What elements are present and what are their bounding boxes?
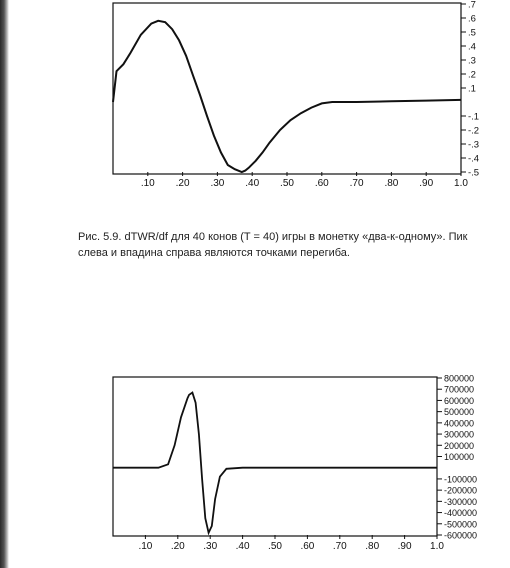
y-tick-label: .2 [468, 69, 476, 81]
y-tick-label: -400000 [444, 508, 478, 519]
x-tick-label: .60 [314, 178, 329, 189]
x-tick-label: .30 [203, 541, 218, 552]
x-tick-label: .10 [138, 541, 153, 552]
y-axis [461, 0, 479, 179]
x-tick-label: .70 [349, 178, 364, 189]
x-tick-label: .90 [397, 541, 412, 552]
series-line [113, 393, 437, 533]
y-tick-label: 200000 [444, 440, 475, 451]
x-tick-label: .40 [235, 541, 250, 552]
y-tick-label: .3 [468, 55, 476, 67]
x-tick-label: 1.0 [430, 541, 444, 552]
x-tick-label: .10 [140, 178, 155, 189]
y-tick-label: .1 [468, 83, 476, 95]
plot-frame [113, 3, 461, 174]
y-tick-label: -600000 [444, 530, 478, 541]
y-tick-label: 400000 [444, 418, 475, 429]
series-line [113, 21, 461, 172]
y-axis [437, 374, 477, 541]
caption-line-1: Рис. 5.9. dTWR/df для 40 конов (T = 40) игры в монетку «два-к-одному». Пик [78, 231, 468, 243]
caption-line-2: слева и впадина справа являются точками перегиба. [78, 247, 350, 259]
x-tick-label: .20 [175, 178, 190, 189]
x-axis [138, 535, 444, 552]
y-tick-label: 500000 [444, 407, 475, 418]
y-tick-label: .7 [468, 0, 476, 11]
y-tick-label: -.2 [468, 125, 480, 137]
x-tick-label: .50 [268, 541, 282, 552]
y-tick-label: .5 [468, 27, 476, 39]
y-tick-label: -.1 [468, 111, 480, 123]
x-tick-label: .30 [210, 178, 225, 189]
y-tick-label: 300000 [444, 429, 475, 440]
y-tick-label: -500000 [444, 519, 478, 530]
x-tick-label: .40 [245, 178, 260, 189]
y-tick-label: 700000 [444, 384, 475, 395]
y-tick-label: -.3 [468, 139, 480, 151]
y-tick-label: 600000 [444, 395, 475, 406]
y-tick-label: -300000 [444, 496, 478, 507]
y-tick-label: -200000 [444, 485, 478, 496]
y-tick-label: -.4 [468, 153, 480, 165]
x-tick-label: .60 [300, 541, 315, 552]
figure-bottom-chart [0, 360, 510, 568]
y-tick-label: -100000 [444, 474, 478, 485]
x-tick-label: .20 [170, 541, 185, 552]
x-tick-label: .80 [384, 178, 399, 189]
x-tick-label: 1.0 [454, 178, 468, 189]
plot-frame [113, 377, 437, 536]
x-tick-label: .50 [280, 178, 294, 189]
y-tick-label: -.5 [468, 167, 480, 179]
x-tick-label: .80 [365, 541, 380, 552]
y-tick-label: 800000 [444, 373, 475, 384]
x-tick-label: .90 [419, 178, 434, 189]
figure-caption [78, 229, 508, 261]
x-tick-label: .70 [332, 541, 347, 552]
y-tick-label: .4 [468, 41, 476, 53]
y-tick-label: .6 [468, 13, 476, 25]
y-tick-label: 100000 [444, 452, 475, 462]
figure-top-chart [0, 0, 510, 200]
